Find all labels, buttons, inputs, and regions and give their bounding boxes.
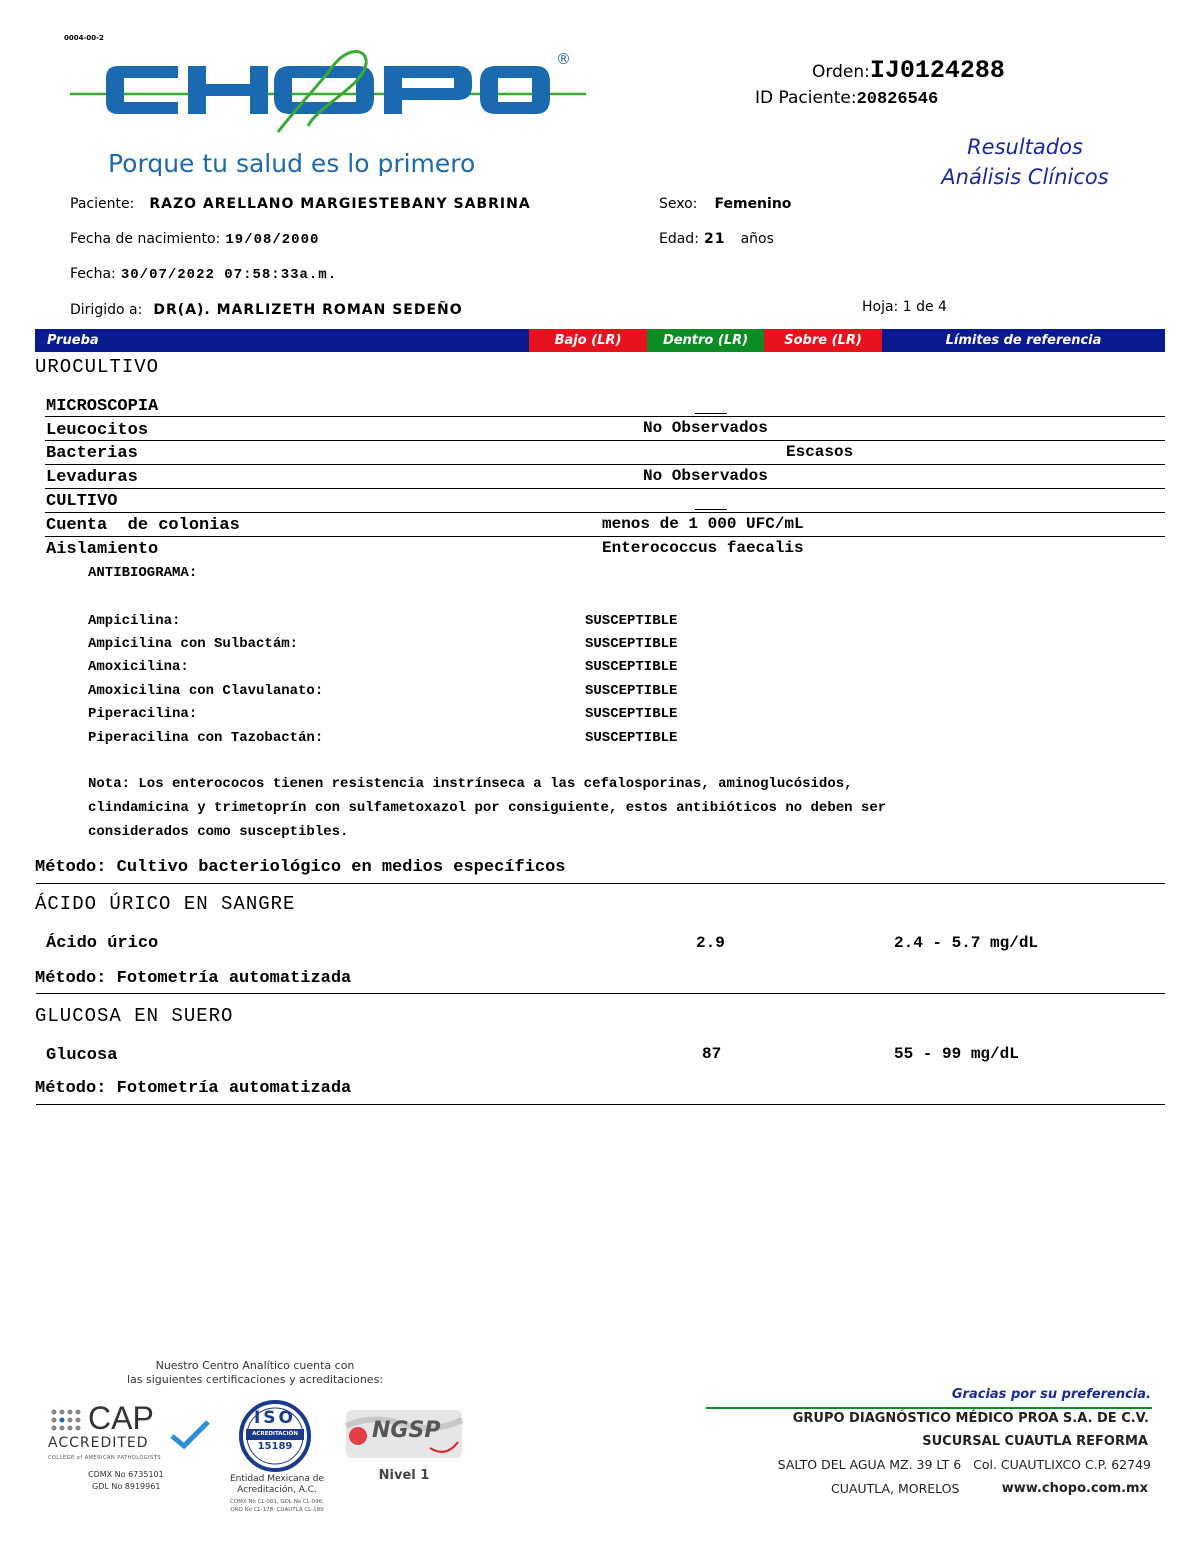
company-name: GRUPO DIAGNÓSTICO MÉDICO PROA S.A. DE C.V. xyxy=(792,1411,1149,1426)
antibiogram-drug: Amoxicilina con Clavulanato: xyxy=(88,683,324,699)
patient-id-value: 20826546 xyxy=(856,90,939,109)
doctor-label: Dirigido a: xyxy=(70,302,143,318)
age-value: 21 xyxy=(704,231,726,247)
antibiogram-drug: Piperacilina con Tazobactán: xyxy=(88,730,324,746)
header-test: Prueba xyxy=(47,333,99,348)
cap-number-gdl: GDL No 8919961 xyxy=(92,1482,161,1491)
iso-small-print xyxy=(208,1498,346,1514)
divider xyxy=(45,440,1165,441)
header-high: Sobre (LR) xyxy=(764,329,882,352)
culture-title: CULTIVO xyxy=(46,492,118,511)
colony-count-label: Cuenta de colonias xyxy=(46,516,240,535)
dob-row xyxy=(70,228,319,248)
cap-subtitle: COLLEGE of AMERICAN PATHOLOGISTS xyxy=(48,1455,162,1461)
divider xyxy=(45,464,1165,465)
divider xyxy=(36,883,1165,884)
sex-row xyxy=(659,193,791,212)
cert-intro-line: Nuestro Centro Analítico cuenta con xyxy=(155,1359,355,1372)
doctor-name: DR(A). MARLIZETH ROMAN SEDEÑO xyxy=(153,302,463,318)
header-low: Bajo (LR) xyxy=(529,329,647,352)
leucocitos-value: No Observados xyxy=(643,419,768,437)
age-label: Edad: xyxy=(659,231,699,247)
uric-acid-reference: 2.4 - 5.7 mg/dL xyxy=(894,934,1039,952)
note-line: Nota: Los enterococos tienen resistencia instrínseca a las cefalosporinas, aminoglucósidos, xyxy=(88,776,853,792)
iso-name: ISO xyxy=(253,1408,297,1428)
levaduras-value: No Observados xyxy=(643,467,768,485)
leucocitos-label: Leucocitos xyxy=(46,421,149,440)
bacterias-label: Bacterias xyxy=(46,444,138,463)
culture-tick xyxy=(695,509,727,510)
bacterias-value: Escasos xyxy=(786,443,854,461)
microscopy-tick xyxy=(695,413,727,414)
age-unit: años xyxy=(740,231,774,247)
antibiotic-note xyxy=(88,772,886,844)
uric-acid-method: Método: Fotometría automatizada xyxy=(35,969,352,988)
antibiogram-drug: Ampicilina: xyxy=(88,613,181,629)
iso-caption-line: Entidad Mexicana de xyxy=(230,1474,324,1484)
doctor-row xyxy=(70,299,463,318)
divider xyxy=(36,1104,1165,1105)
ngsp-name: NGSP xyxy=(372,1418,441,1443)
ngsp-level: Nivel 1 xyxy=(378,1468,430,1483)
footer-divider xyxy=(706,1407,1152,1409)
colony-count-value: menos de 1 000 UFC/mL xyxy=(602,515,804,533)
cap-accredited: ACCREDITED xyxy=(48,1435,149,1451)
order-label: Orden: xyxy=(812,62,870,82)
note-line: clindamicina y trimetoprín con sulfametoxazol por consiguiente, estos antibióticos no deben ser xyxy=(88,800,887,816)
date-row xyxy=(70,263,337,283)
ngsp-badge xyxy=(342,1406,466,1492)
glucose-method: Método: Fotometría automatizada xyxy=(35,1079,352,1098)
divider xyxy=(45,416,1165,417)
document-code: 0004-00-2 xyxy=(64,34,104,42)
patient-id-block xyxy=(755,88,938,109)
iso-caption xyxy=(208,1474,346,1496)
divider xyxy=(45,536,1165,537)
results-title-line2: Análisis Clínicos xyxy=(941,165,1109,189)
urocultivo-title: UROCULTIVO xyxy=(35,356,160,378)
iso-small-line: CDMX No CL-001, GDL No CL-096, xyxy=(230,1499,324,1505)
checkmark-icon xyxy=(170,1420,210,1450)
patient-name: RAZO ARELLANO MARGIESTEBANY SABRINA xyxy=(149,196,531,212)
cert-intro-line: las siguientes certificaciones y acreditaciones: xyxy=(126,1373,384,1386)
order-block xyxy=(812,56,1005,85)
divider xyxy=(36,993,1165,994)
cap-number-cdmx: CDMX No 6735101 xyxy=(88,1470,164,1479)
chopo-logo xyxy=(68,46,590,176)
antibiogram-result: SUSCEPTIBLE xyxy=(585,683,678,699)
registered-mark: ® xyxy=(556,50,571,68)
antibiogram-title: ANTIBIOGRAMA: xyxy=(88,565,198,581)
antibiogram-result: SUSCEPTIBLE xyxy=(585,730,678,746)
patient-name-row xyxy=(70,193,531,212)
certifications-intro xyxy=(90,1359,420,1387)
dob-label: Fecha de nacimiento: xyxy=(70,231,221,247)
urocultivo-method: Método: Cultivo bacteriológico en medios específicos xyxy=(35,858,566,877)
glucose-reference: 55 - 99 mg/dL xyxy=(894,1045,1019,1063)
branch-address: SALTO DEL AGUA MZ. 39 LT 6 Col. CUAUTLIXCO C.P. 62749 xyxy=(777,1457,1151,1472)
patient-id-label: ID Paciente: xyxy=(755,88,857,108)
glucose-label: Glucosa xyxy=(46,1046,118,1065)
website-link[interactable]: www.chopo.com.mx xyxy=(1001,1481,1148,1496)
patient-name-label: Paciente: xyxy=(70,196,135,212)
logo-tagline: Porque tu salud es lo primero xyxy=(108,149,476,176)
iso-small-line: QRO No CL-178, CUAUTLA CL-189 xyxy=(230,1507,324,1513)
antibiogram-result: SUSCEPTIBLE xyxy=(585,636,678,652)
results-header-band xyxy=(35,329,1165,352)
sex-value: Femenino xyxy=(714,196,792,212)
isolation-label: Aislamiento xyxy=(46,540,159,559)
chopo-logo-graphic xyxy=(68,46,590,176)
microscopy-title: MICROSCOPIA xyxy=(46,397,159,416)
levaduras-label: Levaduras xyxy=(46,468,138,487)
divider xyxy=(45,488,1165,489)
branch-city: CUAUTLA, MORELOS xyxy=(831,1481,960,1496)
antibiogram-result: SUSCEPTIBLE xyxy=(585,613,678,629)
glucose-title: GLUCOSA EN SUERO xyxy=(35,1005,234,1027)
date-value: 30/07/2022 07:58:33a.m. xyxy=(120,267,338,283)
antibiogram-drug: Ampicilina con Sulbactám: xyxy=(88,636,299,652)
antibiogram-drug: Piperacilina: xyxy=(88,706,198,722)
divider xyxy=(45,512,1165,513)
iso-caption-line: Acreditación, A.C. xyxy=(237,1485,317,1495)
iso-number: 15189 xyxy=(257,1441,293,1452)
order-number: IJ0124288 xyxy=(869,56,1005,85)
isolation-value: Enterococcus faecalis xyxy=(602,539,804,557)
glucose-value: 87 xyxy=(702,1045,722,1063)
uric-acid-label: Ácido úrico xyxy=(46,934,159,953)
header-limits: Límites de referencia xyxy=(945,333,1102,348)
dob-value: 19/08/2000 xyxy=(225,232,320,248)
header-within: Dentro (LR) xyxy=(647,329,764,352)
antibiogram-drug: Amoxicilina: xyxy=(88,659,189,675)
antibiogram-result: SUSCEPTIBLE xyxy=(585,706,678,722)
date-label: Fecha: xyxy=(70,266,116,282)
sex-label: Sexo: xyxy=(659,196,698,212)
branch-name: SUCURSAL CUAUTLA REFORMA xyxy=(922,1434,1148,1449)
cap-name: CAP xyxy=(88,1400,154,1436)
results-title-line1: Resultados xyxy=(967,135,1083,159)
note-line: considerados como susceptibles. xyxy=(88,824,349,840)
uric-acid-title: ÁCIDO ÚRICO EN SANGRE xyxy=(35,893,296,915)
page-number: Hoja: 1 de 4 xyxy=(862,299,947,315)
cap-dots-icon xyxy=(48,1406,84,1436)
antibiogram-result: SUSCEPTIBLE xyxy=(585,659,678,675)
iso-badge xyxy=(208,1400,346,1520)
iso-band-text: ACREDITACIÓN xyxy=(252,1431,298,1437)
thanks-message: Gracias por su preferencia. xyxy=(951,1387,1151,1402)
cap-badge xyxy=(46,1402,216,1502)
results-title xyxy=(900,132,1150,192)
age-row xyxy=(659,228,774,247)
uric-acid-value: 2.9 xyxy=(696,934,725,952)
